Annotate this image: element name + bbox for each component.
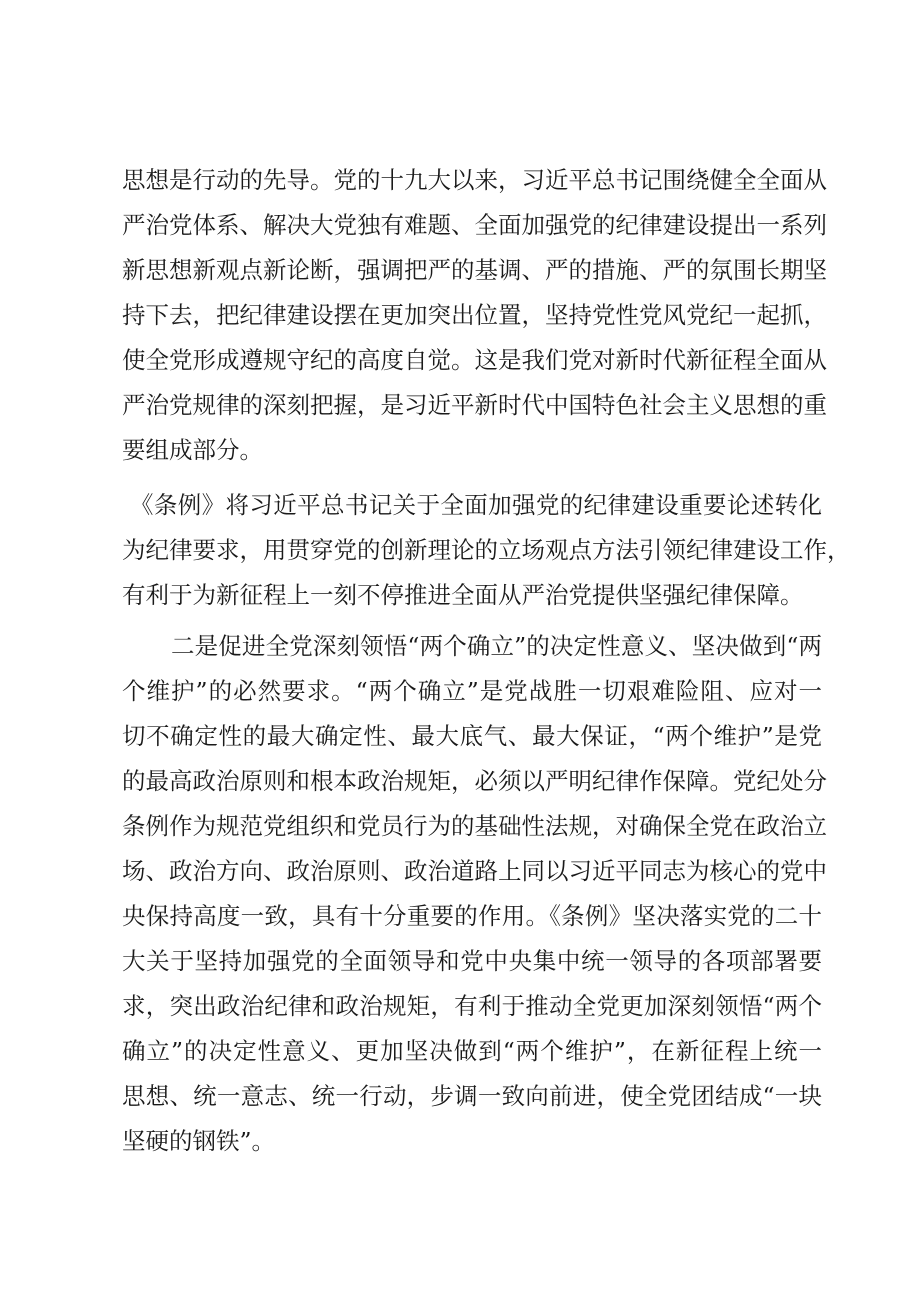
- text-line: 要组成部分。: [122, 436, 263, 464]
- text-line: 个维护”的必然要求。“两个确立”是党战胜一切艰难险阻、应对一: [122, 677, 822, 705]
- text-line: 持下去，把纪律建设摆在更加突出位置，坚持党性党风党纪一起抓，: [122, 301, 827, 329]
- text-line: 有利于为新征程上一刻不停推进全面从严治党提供坚强纪律保障。: [122, 581, 804, 609]
- paragraph-3: [122, 624, 827, 1164]
- text-line: 的最高政治原则和根本政治规矩，必须以严明纪律作保障。党纪处分: [122, 767, 827, 795]
- text-line: 坚硬的钢铁”。: [122, 1127, 276, 1155]
- text-line: 场、政治方向、政治原则、政治道路上同以习近平同志为核心的党中: [122, 857, 827, 885]
- text-line: 思想是行动的先导。党的十九大以来，习近平总书记围绕健全全面从: [122, 166, 827, 194]
- text-line: 思想、统一意志、统一行动，步调一致向前进，使全党团结成“一块: [122, 1082, 822, 1110]
- text-line: 切不确定性的最大确定性、最大底气、最大保证，“两个维护”是党: [122, 722, 822, 750]
- text-line: 二是促进全党深刻领悟“两个确立”的决定性意义、坚决做到“两: [171, 632, 822, 660]
- paragraph-2: [122, 483, 851, 618]
- text-line: 严治党规律的深刻把握，是习近平新时代中国特色社会主义思想的重: [122, 391, 827, 419]
- text-line: 大关于坚持加强党的全面领导和党中央集中统一领导的各项部署要: [122, 947, 822, 975]
- text-line: 确立”的决定性意义、更加坚决做到“两个维护”，在新征程上统一: [122, 1037, 822, 1065]
- text-line: 条例作为规范党组织和党员行为的基础性法规，对确保全党在政治立: [122, 812, 827, 840]
- text-line: 严治党体系、解决大党独有难题、全面加强党的纪律建设提出一系列: [122, 211, 827, 239]
- text-line: 使全党形成遵规守纪的高度自觉。这是我们党对新时代新征程全面从: [122, 346, 827, 374]
- text-line: 为纪律要求，用贯穿党的创新理论的立场观点方法引领纪律建设工作，: [122, 536, 851, 564]
- paragraph-1: [122, 158, 827, 473]
- text-line: 新思想新观点新论断，强调把严的基调、严的措施、严的氛围长期坚: [122, 256, 827, 284]
- document-body: [122, 158, 851, 1164]
- text-line: 求，突出政治纪律和政治规矩，有利于推动全党更加深刻领悟“两个: [122, 992, 822, 1020]
- text-line: 《条例》将习近平总书记关于全面加强党的纪律建设重要论述转化: [130, 491, 822, 519]
- text-line: 央保持高度一致，具有十分重要的作用。《条例》坚决落实党的二十: [122, 902, 822, 930]
